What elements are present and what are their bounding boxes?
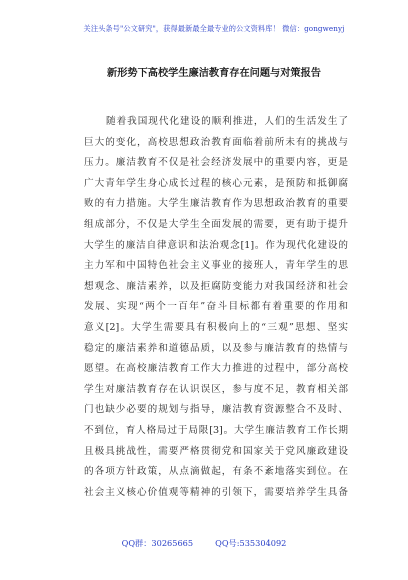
paragraph-line: 门也缺少必要的规划与指导，廉洁教育资源整合不及时、: [84, 404, 348, 416]
paragraph-line: 且极具挑战性，需要严格贯彻党和国家关于党风廉政建设: [84, 445, 348, 457]
paragraph-line: 愿望。在高校廉洁教育工作大力推进的过程中，部分高校: [84, 363, 348, 375]
paragraph-line: 主力军和中国特色社会主义事业的接班人，青年学生的思: [84, 260, 348, 272]
paragraph-line: 想观念、廉洁素养，以及拒腐防变能力对我国经济和社会: [84, 280, 348, 292]
paragraph-line: 不到位，育人格局过于局限[3]。大学生廉洁教育工作长期: [84, 424, 348, 436]
paragraph-line: 稳定的廉洁素养和道德品质，以及参与廉洁教育的热情与: [84, 342, 348, 354]
paragraph-line: 发展、实现“两个一百年”奋斗目标都有着重要的作用和: [84, 301, 348, 313]
paragraph-line: 组成部分，不仅是大学生全面发展的需要，更有助于提升: [84, 218, 348, 230]
document-title: 新形势下高校学生廉洁教育存在问题与对策报告: [107, 67, 321, 79]
paragraph-line: 巨大的变化，高校思想政治教育面临着前所未有的挑战与: [84, 136, 348, 148]
paragraph-line: 压力。廉洁教育不仅是社会经济发展中的重要内容，更是: [84, 157, 348, 169]
paragraph-line: 随着我国现代化建设的顺利推进，人们的生活发生了: [106, 116, 348, 127]
body-paragraph: [84, 112, 348, 503]
paragraph-line: 大学生的廉洁自律意识和法治观念[1]。作为现代化建设的: [84, 239, 348, 251]
paragraph-line: 社会主义核心价值观等精神的引领下，需要培养学生具备: [84, 486, 348, 498]
footer-qq-group: QQ群：30265665: [121, 538, 194, 548]
header-banner: 关注头条号"公文研究"，获得最新最全最专业的公文资料库！ 微信：gongwenyj: [83, 24, 345, 33]
paragraph-line: 学生对廉洁教育存在认识误区，参与度不足，教育相关部: [84, 383, 348, 395]
footer-contact: [0, 538, 408, 549]
paragraph-line: 败的有力措施。大学生廉洁教育作为思想政治教育的重要: [84, 198, 348, 210]
paragraph-line: 的各项方针政策，从点滴做起，有条不紊地落实到位。在: [84, 466, 348, 478]
paragraph-line: 意义[2]。大学生需要具有积极向上的“三观”思想、坚实: [84, 321, 348, 333]
footer-qq-number: QQ号:535304092: [215, 538, 287, 548]
paragraph-line: 广大青年学生身心成长过程的核心元素，是预防和抵御腐: [84, 177, 348, 189]
